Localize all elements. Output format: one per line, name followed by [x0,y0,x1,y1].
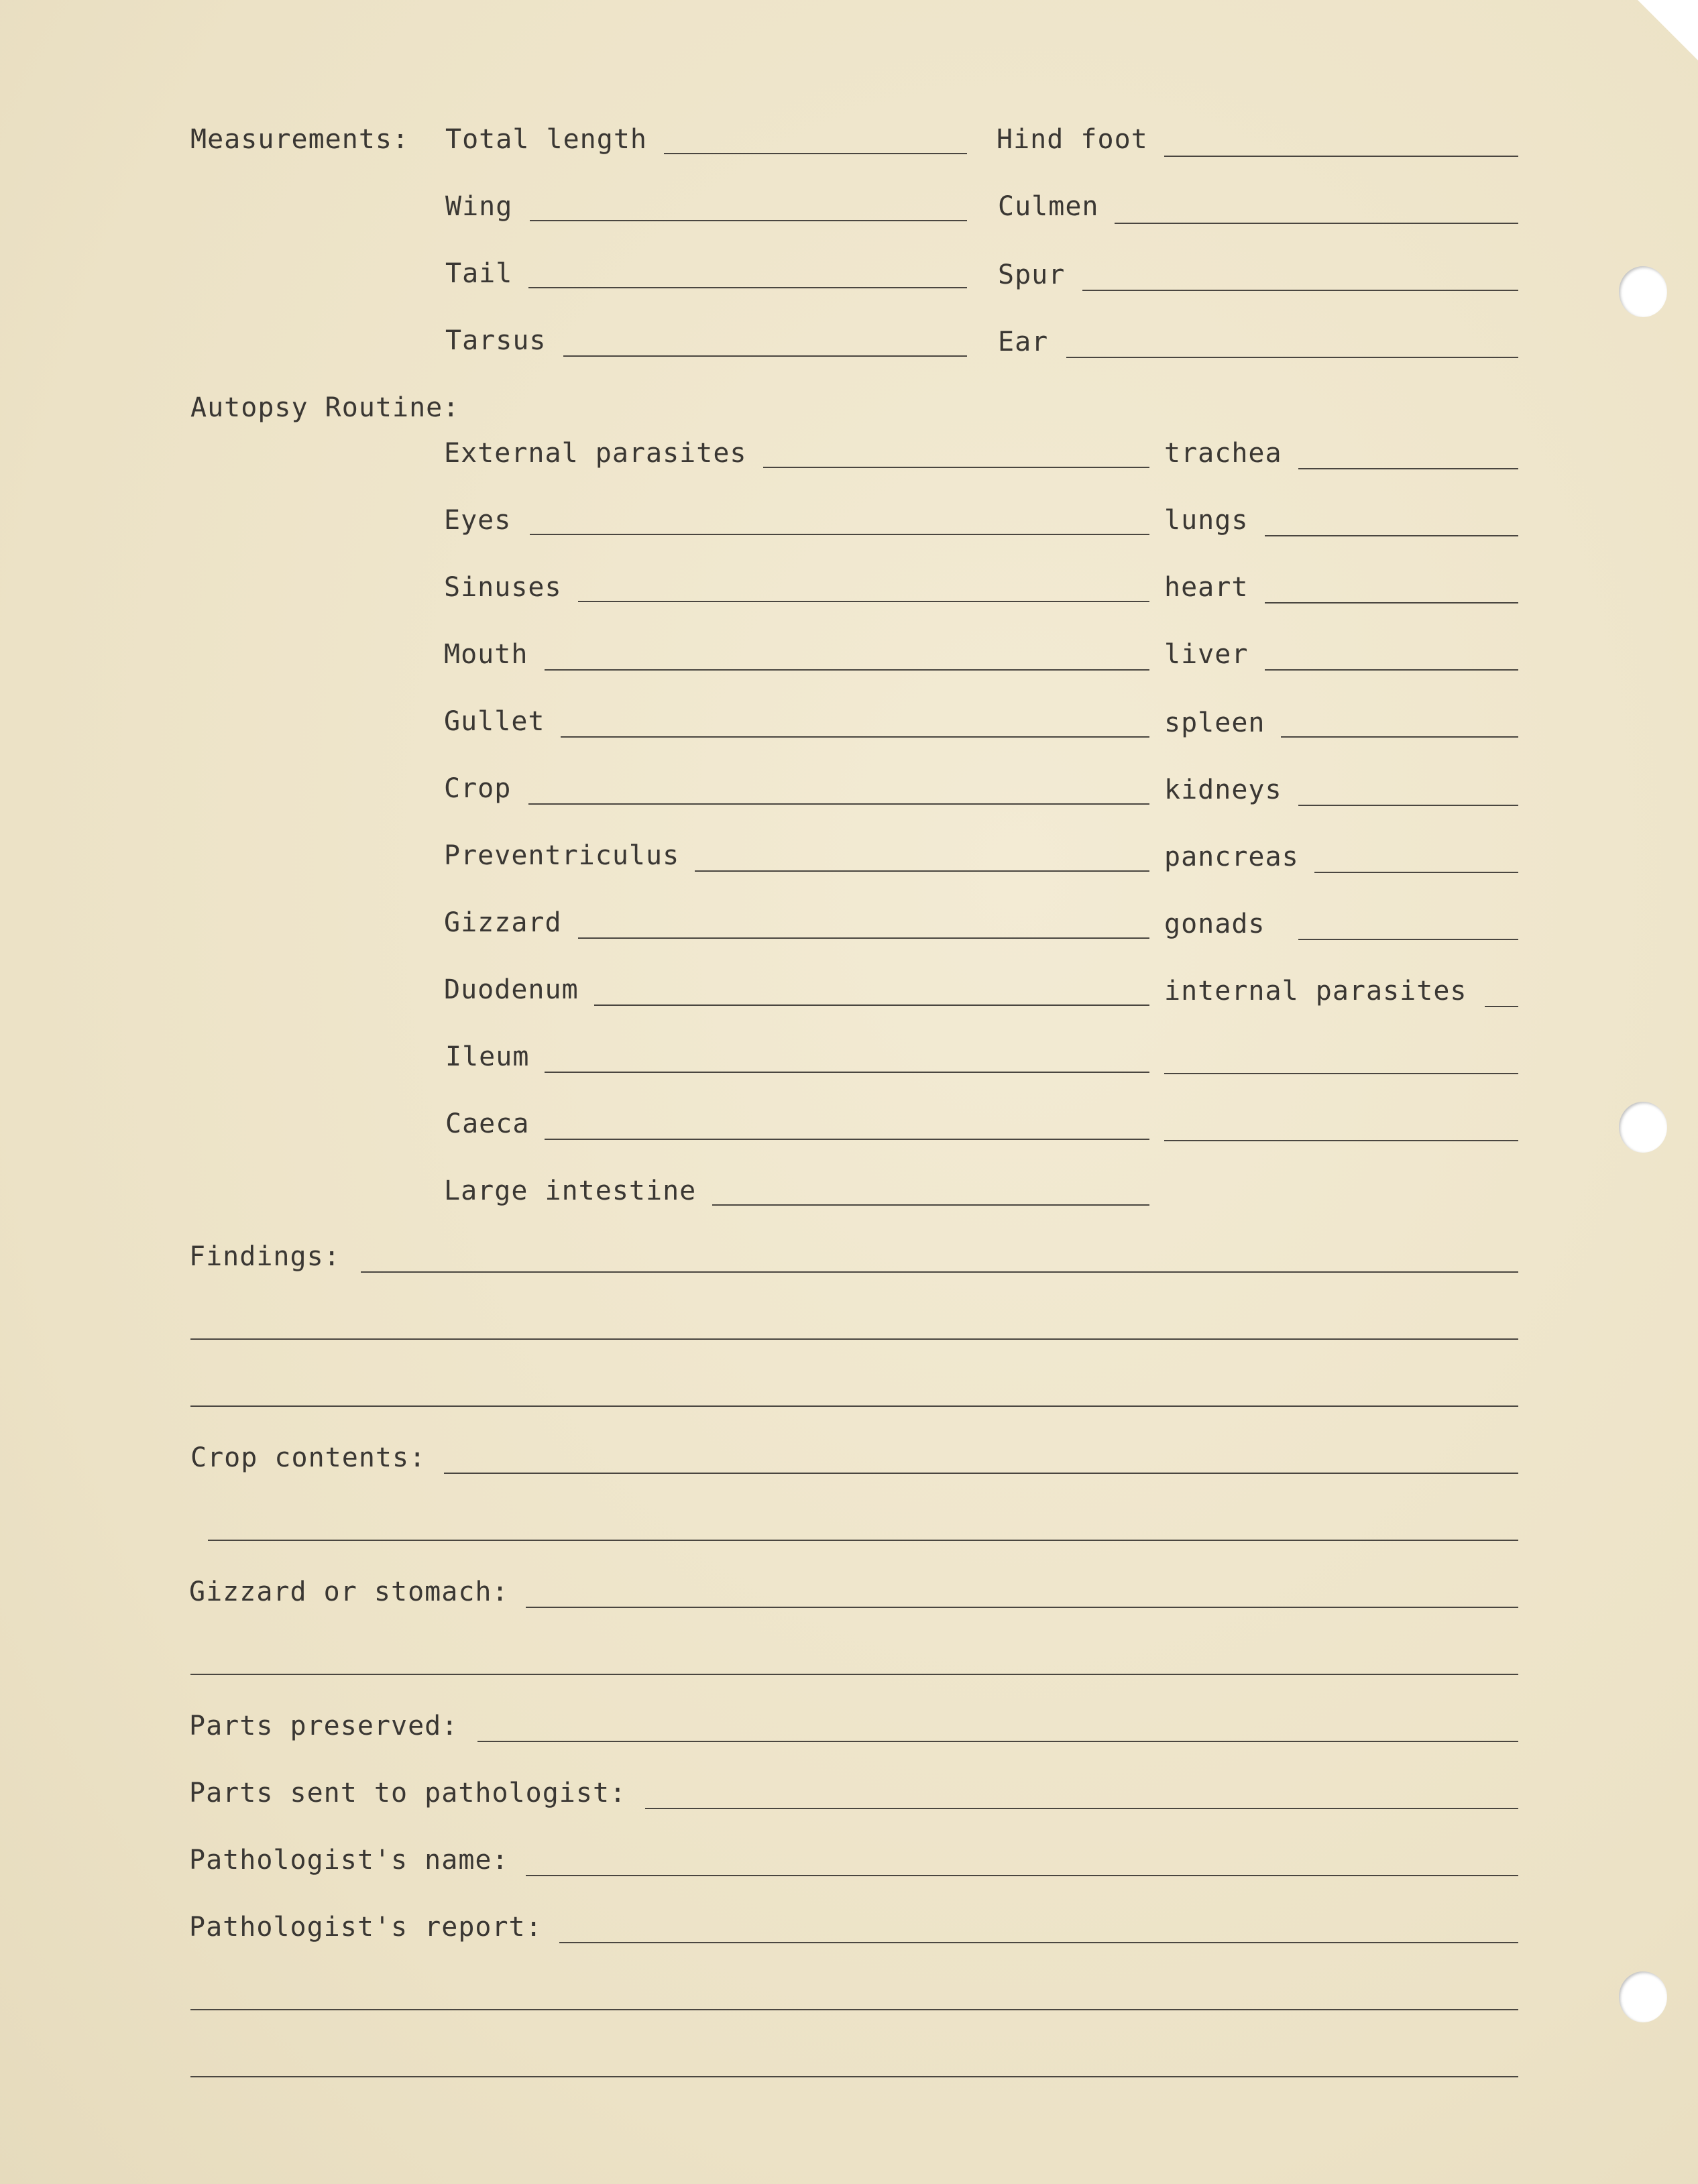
lungs-label: lungs [1164,505,1249,536]
total-length-label: Total length [445,124,647,155]
kidneys-label: kidneys [1164,774,1282,805]
pathologist-name-label: Pathologist's name: [189,1845,509,1876]
culmen-field[interactable] [1115,223,1518,224]
crop-contents-field-2[interactable] [208,1540,1518,1541]
findings-field-2[interactable] [190,1338,1518,1340]
tarsus-label: Tarsus [445,325,547,356]
tail-field[interactable] [528,287,967,288]
gizzard-stomach-field-1[interactable] [526,1607,1518,1608]
pathologist-name-field[interactable] [526,1875,1518,1876]
spleen-field[interactable] [1281,736,1518,738]
gizzard-label: Gizzard [444,907,562,938]
crop-contents-label: Crop contents: [190,1442,427,1473]
duodenum-field[interactable] [594,1004,1149,1006]
findings-label: Findings: [189,1241,341,1272]
liver-field[interactable] [1265,669,1518,671]
parts-sent-label: Parts sent to pathologist: [189,1778,627,1808]
heart-field[interactable] [1265,602,1518,604]
mouth-field[interactable] [545,669,1149,671]
external-parasites-label: External parasites [444,438,747,469]
hind-foot-label: Hind foot [997,124,1148,155]
trachea-field[interactable] [1298,468,1518,469]
sinuses-label: Sinuses [444,572,562,603]
duodenum-label: Duodenum [444,974,579,1005]
ear-field[interactable] [1066,357,1518,358]
wing-label: Wing [445,191,513,222]
tarsus-field[interactable] [563,355,967,357]
crop-label: Crop [444,773,512,804]
gizzard-field[interactable] [578,937,1149,939]
kidneys-field[interactable] [1298,805,1518,806]
punch-hole-middle [1619,1102,1667,1153]
spur-field[interactable] [1082,290,1518,291]
internal-parasites-field[interactable] [1485,1006,1518,1007]
pathologist-report-label: Pathologist's report: [189,1912,543,1943]
pathologist-report-field-2[interactable] [190,2009,1518,2010]
hind-foot-field[interactable] [1164,156,1518,157]
ileum-field[interactable] [545,1072,1149,1073]
findings-field-3[interactable] [190,1405,1518,1407]
gullet-label: Gullet [444,706,545,737]
crop-contents-field-1[interactable] [444,1473,1518,1474]
wing-field[interactable] [530,220,967,221]
measurements-label: Measurements: [190,124,410,155]
autopsy-routine-label: Autopsy Routine: [190,392,460,423]
large-intestine-field[interactable] [712,1204,1149,1206]
extra-right-field-2[interactable] [1164,1140,1518,1141]
spur-label: Spur [998,260,1066,290]
eyes-field[interactable] [530,534,1149,535]
preventriculus-label: Preventriculus [444,840,680,871]
eyes-label: Eyes [444,505,512,536]
liver-label: liver [1164,639,1249,670]
gizzard-stomach-label: Gizzard or stomach: [189,1576,509,1607]
mouth-label: Mouth [444,639,528,670]
gonads-field[interactable] [1298,939,1518,940]
trachea-label: trachea [1164,438,1282,469]
spleen-label: spleen [1164,707,1265,738]
parts-preserved-field[interactable] [477,1741,1518,1742]
punch-hole-top [1619,266,1667,317]
gullet-field[interactable] [561,736,1149,738]
punch-hole-bottom [1619,1971,1667,2022]
crop-field[interactable] [528,803,1149,805]
gizzard-stomach-field-2[interactable] [190,1674,1518,1675]
extra-right-field-1[interactable] [1164,1073,1518,1074]
large-intestine-label: Large intestine [444,1175,697,1206]
findings-field-1[interactable] [361,1271,1518,1273]
pathologist-report-field-3[interactable] [190,2076,1518,2077]
culmen-label: Culmen [998,191,1099,222]
gonads-label: gonads [1164,909,1265,939]
tail-label: Tail [445,258,513,289]
folded-corner [1638,0,1698,60]
pancreas-label: pancreas [1164,842,1299,872]
caeca-label: Caeca [445,1108,530,1139]
parts-sent-field[interactable] [645,1808,1518,1809]
heart-label: heart [1164,572,1249,603]
sinuses-field[interactable] [578,601,1149,602]
ileum-label: Ileum [445,1041,530,1072]
parts-preserved-label: Parts preserved: [189,1711,459,1741]
internal-parasites-label: internal parasites [1164,976,1467,1007]
caeca-field[interactable] [545,1139,1149,1140]
total-length-field[interactable] [664,153,967,154]
ear-label: Ear [998,327,1049,357]
lungs-field[interactable] [1265,535,1518,536]
preventriculus-field[interactable] [695,870,1149,872]
pancreas-field[interactable] [1314,872,1518,873]
pathologist-report-field-1[interactable] [559,1942,1518,1943]
external-parasites-field[interactable] [763,467,1149,468]
